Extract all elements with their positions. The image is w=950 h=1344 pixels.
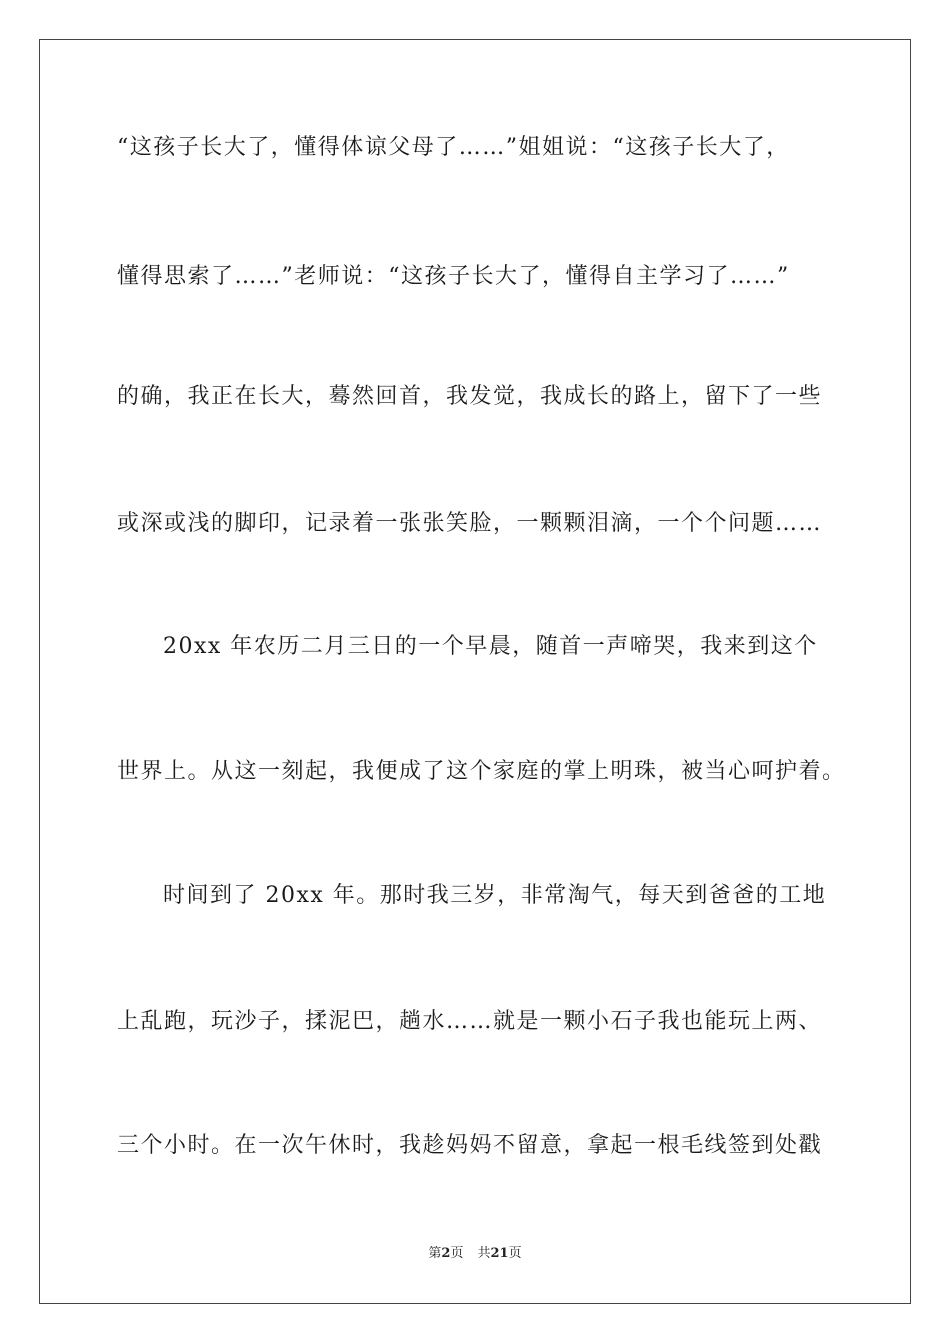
total-prefix: 共 <box>477 1246 491 1261</box>
text-line-6: 世界上。从这一刻起，我便成了这个家庭的掌上明珠，被当心呵护着。 <box>117 759 846 784</box>
text-line-7: 时间到了 20xx 年。那时我三岁，非常淘气，每天到爸爸的工地 <box>163 883 827 908</box>
text-line-1: “这孩子长大了，懂得体谅父母了……”姐姐说：“这孩子长大了， <box>117 135 790 160</box>
page-border <box>39 39 911 1304</box>
page-prefix: 第 <box>428 1246 442 1261</box>
text-line-8: 上乱跑，玩沙子，揉泥巴，趟水……就是一颗小石子我也能玩上两、 <box>117 1009 823 1034</box>
page-footer <box>0 1245 950 1263</box>
total-page-number: 21 <box>490 1246 509 1261</box>
total-suffix: 页 <box>508 1246 522 1261</box>
text-line-5: 20xx 年农历二月三日的一个早晨，随首一声啼哭，我来到这个 <box>163 634 818 659</box>
text-line-3: 的确，我正在长大，蓦然回首，我发觉，我成长的路上，留下了一些 <box>117 384 823 409</box>
current-page-number: 2 <box>441 1246 451 1261</box>
text-line-4: 或深或浅的脚印，记录着一张张笑脸，一颗颗泪滴，一个个问题…… <box>117 511 823 536</box>
page-suffix: 页 <box>450 1246 464 1261</box>
text-line-9: 三个小时。在一次午休时，我趁妈妈不留意，拿起一根毛线签到处戳 <box>117 1133 823 1158</box>
text-line-2: 懂得思索了……”老师说：“这孩子长大了，懂得自主学习了……” <box>117 264 790 289</box>
